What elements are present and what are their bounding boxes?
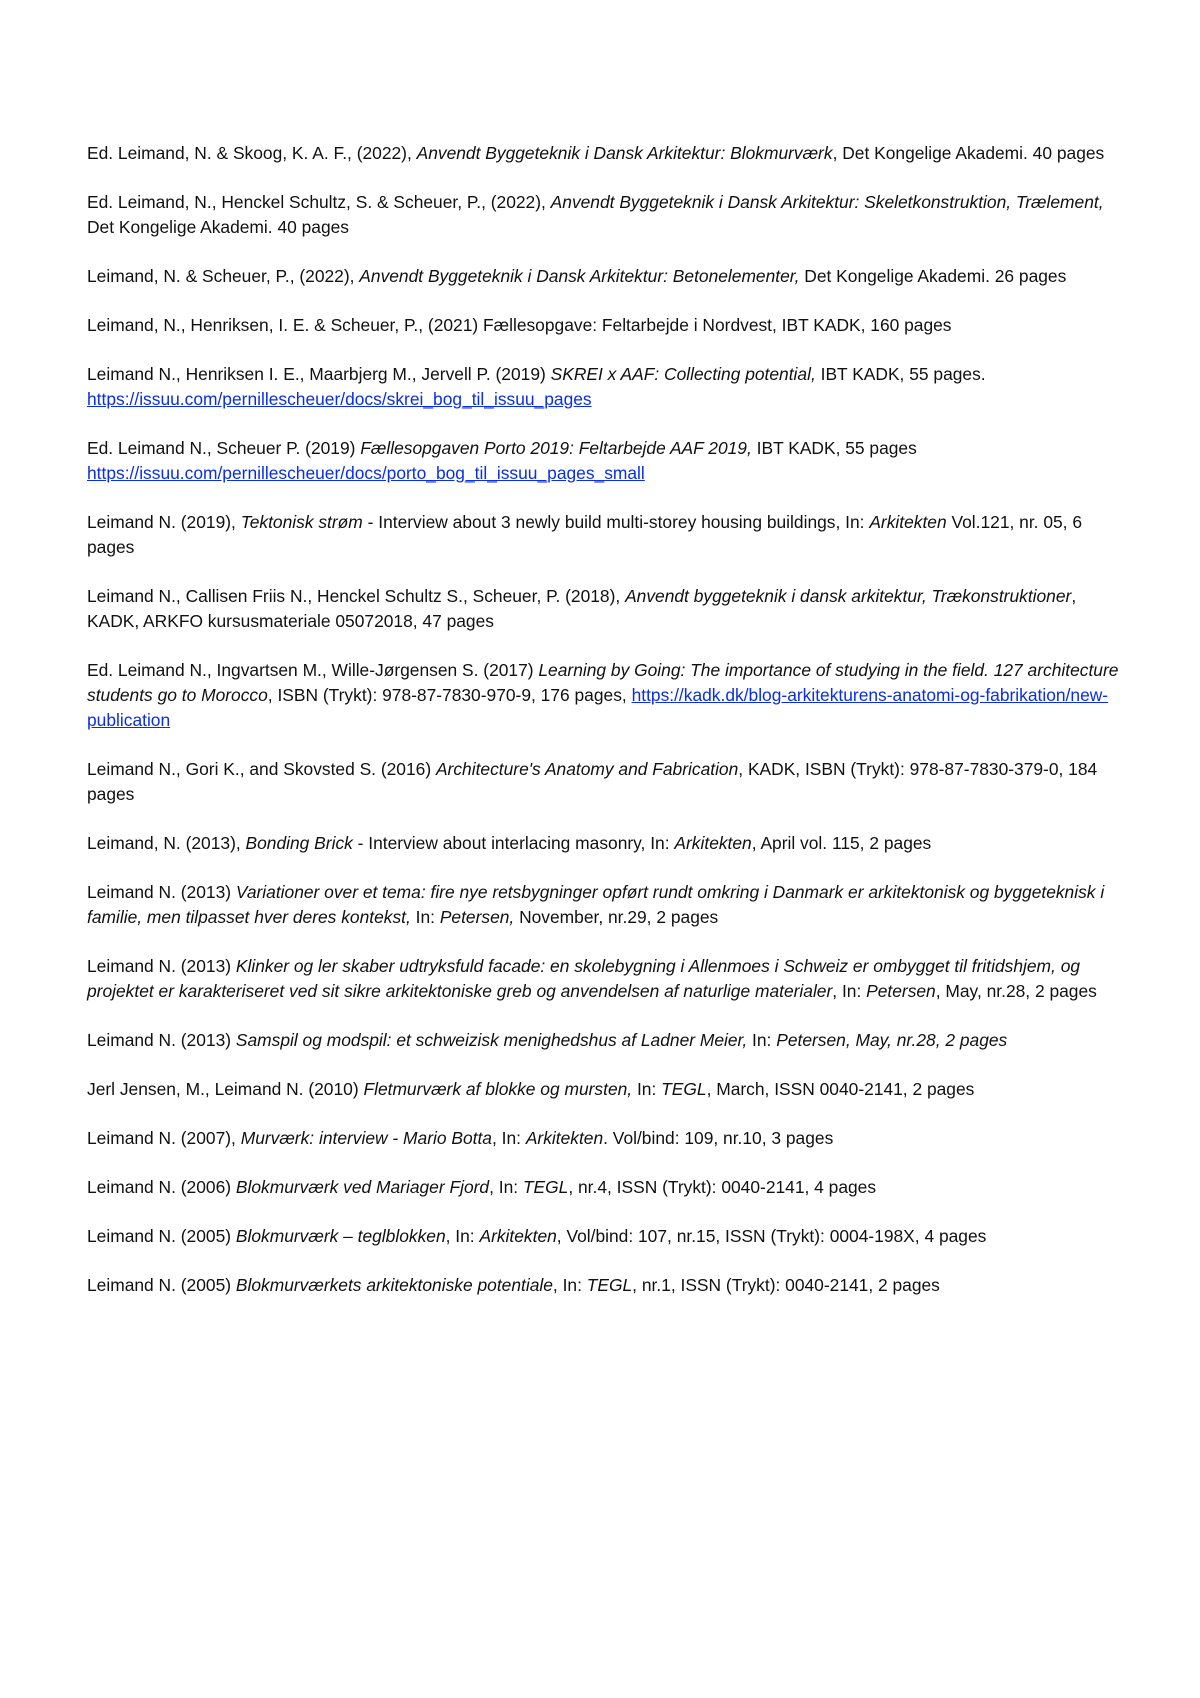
publication-title-text: Anvendt byggeteknik i dansk arkitektur, Trækonstruktioner (625, 586, 1072, 606)
publication-text: IBT KADK, 55 pages (751, 438, 917, 458)
publication-list (87, 141, 1127, 1322)
publication-text: Leimand N. (2006) (87, 1177, 236, 1197)
publication-text: , KADK, ARKFO kursusmateriale 05072018, 47 pages (87, 586, 1082, 631)
publication-text: In: (632, 1079, 662, 1099)
publication-text: Ed. Leimand N., Scheuer P. (2019) (87, 438, 361, 458)
publication-title-text: TEGL (661, 1079, 707, 1099)
publication-text: . Vol/bind: 109, nr.10, 3 pages (603, 1128, 834, 1148)
publication-title-text: Petersen, (439, 907, 515, 927)
publication-text: , In: (489, 1177, 523, 1197)
publication-entry (87, 1224, 1127, 1249)
publication-title-text: Petersen, May, nr.28, 2 pages (776, 1030, 1008, 1050)
publication-title-text: Learning by Going: The importance of studying in the field. 127 architecture students go to Morocco (87, 660, 1124, 705)
publication-link[interactable]: https://issuu.com/pernillescheuer/docs/skrei_bog_til_issuu_pages (87, 389, 592, 409)
publication-title-text: Murværk: interview - Mario Botta (240, 1128, 492, 1148)
publication-title-text: Anvendt Byggeteknik i Dansk Arkitektur: Blokmurværk (416, 143, 833, 163)
publication-link[interactable]: https://kadk.dk/blog-arkitekturens-anatomi-og-fabrikation/new-publication (87, 685, 1109, 730)
publication-title-text: Arkitekten (869, 512, 947, 532)
publication-text: Ed. Leimand, N. & Skoog, K. A. F., (2022), (87, 143, 417, 163)
publication-text: Leimand N., Callisen Friis N., Henckel Schultz S., Scheuer, P. (2018), (87, 586, 626, 606)
publication-entry (87, 190, 1127, 240)
publication-text: Leimand N. (2013) (87, 882, 236, 902)
publication-text: - Interview about 3 newly build multi-storey housing buildings, In: (362, 512, 870, 532)
publication-title-text: Fletmurværk af blokke og mursten, (363, 1079, 633, 1099)
publication-entry (87, 141, 1127, 166)
publication-text: Leimand N., Henriksen I. E., Maarbjerg M., Jervell P. (2019) (87, 364, 551, 384)
publication-entry (87, 1175, 1127, 1200)
publication-title-text: SKREI x AAF: Collecting potential, (550, 364, 816, 384)
publication-text: Leimand N. (2007), (87, 1128, 241, 1148)
publication-text: Leimand N. (2013) (87, 956, 236, 976)
publication-text: , nr.1, ISSN (Trykt): 0040-2141, 2 pages (632, 1275, 940, 1295)
publication-link[interactable]: https://issuu.com/pernillescheuer/docs/porto_bog_til_issuu_pages_small (87, 463, 645, 483)
publication-text: Leimand, N. & Scheuer, P., (2022), (87, 266, 360, 286)
publication-entry (87, 436, 1127, 486)
publication-text: November, nr.29, 2 pages (514, 907, 719, 927)
publication-title-text: Arkitekten (525, 1128, 604, 1148)
publication-entry (87, 510, 1127, 560)
publication-text: Det Kongelige Akademi. 40 pages (87, 192, 1109, 237)
publication-text: Leimand, N., Henriksen, I. E. & Scheuer, P., (2021) Fællesopgave: Feltarbejde i Nordvest, IBT KADK, 160 pages (87, 315, 952, 335)
publication-title-text: Blokmurværk ved Mariager Fjord (235, 1177, 490, 1197)
publication-title-text: Anvendt Byggeteknik i Dansk Arkitektur: Betonelementer, (359, 266, 800, 286)
publication-text: Ed. Leimand N., Ingvartsen M., Wille-Jørgensen S. (2017) (87, 660, 539, 680)
publication-entry (87, 954, 1127, 1004)
publication-text: , March, ISSN 0040-2141, 2 pages (706, 1079, 975, 1099)
publication-text: Jerl Jensen, M., Leimand N. (2010) (87, 1079, 364, 1099)
publication-title-text: Bonding Brick (245, 833, 353, 853)
publication-title-text: Tektonisk strøm (240, 512, 363, 532)
publication-title-text: Petersen (866, 981, 936, 1001)
publication-text: , ISBN (Trykt): 978-87-7830-970-9, 176 pages, (267, 685, 632, 705)
publication-text: Det Kongelige Akademi. 26 pages (799, 266, 1067, 286)
publication-entry (87, 264, 1127, 289)
publication-title-text: Klinker og ler skaber udtryksfuld facade: en skolebygning i Allenmoes i Schweiz er ombygget til fritidshjem, og projektet er karakteriseret ved sit sikre arkitektoniske greb og anvendelsen af naturlige materialer (87, 956, 1085, 1001)
publication-text: , May, nr.28, 2 pages (935, 981, 1097, 1001)
publication-text: , April vol. 115, 2 pages (751, 833, 932, 853)
publication-title-text: Fællesopgaven Porto 2019: Feltarbejde AAF 2019, (360, 438, 752, 458)
publication-entry (87, 313, 1127, 338)
publication-entry (87, 1273, 1127, 1298)
publication-text: , In: (832, 981, 867, 1001)
publication-title-text: TEGL (522, 1177, 569, 1197)
publication-text: IBT KADK, 55 pages. (815, 364, 986, 384)
publication-text: , In: (491, 1128, 526, 1148)
publication-text: , In: (445, 1226, 480, 1246)
publication-text: Leimand N., Gori K., and Skovsted S. (2016) (87, 759, 436, 779)
publication-title-text: TEGL (586, 1275, 633, 1295)
publication-title-text: Variationer over et tema: fire nye retsbygninger opført rundt omkring i Danmark er arkitektonisk og byggeteknisk i familie, men tilpasset hver deres kontekst, (87, 882, 1110, 927)
publication-entry (87, 362, 1127, 412)
publication-text: Ed. Leimand, N., Henckel Schultz, S. & Scheuer, P., (2022), (87, 192, 551, 212)
publication-text: , In: (552, 1275, 587, 1295)
publication-text: Leimand N. (2013) (87, 1030, 236, 1050)
publication-text: In: (747, 1030, 777, 1050)
publication-text: Leimand N. (2005) (87, 1226, 236, 1246)
publication-title-text: Blokmurværk – teglblokken (235, 1226, 446, 1246)
publication-entry (87, 880, 1127, 930)
publication-title-text: Blokmurværkets arkitektoniske potentiale (235, 1275, 553, 1295)
publication-text: Leimand N. (2005) (87, 1275, 236, 1295)
publication-title-text: Samspil og modspil: et schweizisk menighedshus af Ladner Meier, (235, 1030, 748, 1050)
publication-entry (87, 584, 1127, 634)
publication-text: , KADK, ISBN (Trykt): 978-87-7830-379-0, 184 pages (87, 759, 1103, 804)
publication-title-text: Arkitekten (479, 1226, 557, 1246)
publication-text: In: (410, 907, 440, 927)
publication-entry (87, 831, 1127, 856)
publication-text: , nr.4, ISSN (Trykt): 0040-2141, 4 pages (568, 1177, 877, 1197)
publication-text: - Interview about interlacing masonry, In: (352, 833, 675, 853)
publication-title-text: Arkitekten (674, 833, 752, 853)
publication-entry (87, 757, 1127, 807)
publication-text: Leimand, N. (2013), (87, 833, 246, 853)
publication-text: , Det Kongelige Akademi. 40 pages (832, 143, 1105, 163)
publication-entry (87, 1077, 1127, 1102)
publication-entry (87, 1028, 1127, 1053)
publication-text: Vol.121, nr. 05, 6 pages (87, 512, 1087, 557)
publication-text: , Vol/bind: 107, nr.15, ISSN (Trykt): 0004-198X, 4 pages (556, 1226, 987, 1246)
publication-entry (87, 658, 1127, 733)
publication-text: Leimand N. (2019), (87, 512, 241, 532)
publication-title-text: Anvendt Byggeteknik i Dansk Arkitektur: Skeletkonstruktion, Trælement, (550, 192, 1104, 212)
publication-entry (87, 1126, 1127, 1151)
publication-title-text: Architecture's Anatomy and Fabrication (435, 759, 739, 779)
